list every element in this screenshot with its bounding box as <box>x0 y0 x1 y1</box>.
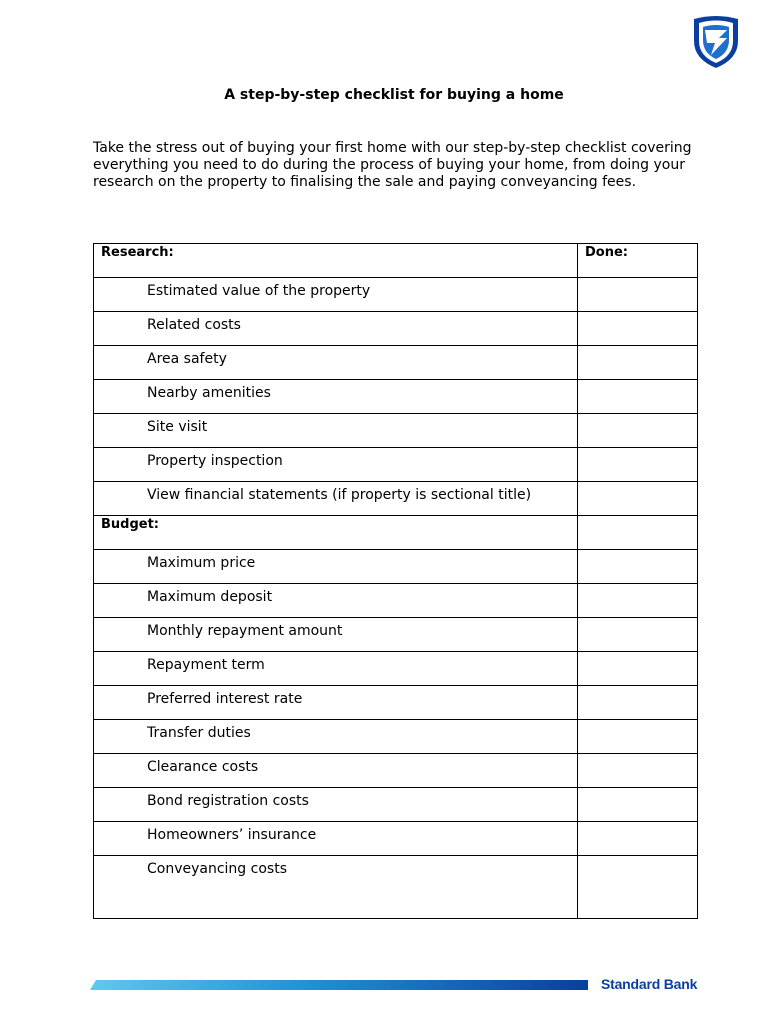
checklist-item-label: Maximum deposit <box>94 584 578 618</box>
done-checkbox-cell[interactable] <box>578 550 698 584</box>
done-checkbox-cell[interactable] <box>578 312 698 346</box>
table-row <box>94 380 698 414</box>
done-checkbox-cell[interactable] <box>578 516 698 550</box>
standard-bank-shield-icon <box>691 15 741 69</box>
table-row <box>94 652 698 686</box>
done-checkbox-cell[interactable] <box>578 448 698 482</box>
table-row <box>94 346 698 380</box>
done-checkbox-cell[interactable] <box>578 788 698 822</box>
checklist-item-label: Conveyancing costs <box>94 856 578 919</box>
done-checkbox-cell[interactable] <box>578 618 698 652</box>
research-header-row <box>94 244 698 278</box>
intro-paragraph: Take the stress out of buying your first home with our step-by-step checklist covering everything you need to do during the process of buying your home, from doing your research on the property to finalising the sale and paying conveyancing fees. <box>93 140 692 190</box>
done-checkbox-cell[interactable] <box>578 278 698 312</box>
done-checkbox-cell[interactable] <box>578 482 698 516</box>
table-row <box>94 788 698 822</box>
done-checkbox-cell[interactable] <box>578 652 698 686</box>
checklist-item-label: Related costs <box>94 312 578 346</box>
table-row <box>94 278 698 312</box>
done-checkbox-cell[interactable] <box>578 584 698 618</box>
checklist-item-label: View financial statements (if property is sectional title) <box>94 482 578 516</box>
table-row <box>94 550 698 584</box>
checklist-item-label: Clearance costs <box>94 754 578 788</box>
done-checkbox-cell[interactable] <box>578 856 698 919</box>
checklist-item-label: Bond registration costs <box>94 788 578 822</box>
research-header: Research: <box>94 244 578 278</box>
table-row <box>94 856 698 919</box>
table-row <box>94 686 698 720</box>
budget-header-row <box>94 516 698 550</box>
table-row <box>94 584 698 618</box>
page-title: A step-by-step checklist for buying a home <box>224 87 564 103</box>
checklist-item-label: Transfer duties <box>94 720 578 754</box>
done-checkbox-cell[interactable] <box>578 380 698 414</box>
checklist-item-label: Monthly repayment amount <box>94 618 578 652</box>
table-row <box>94 482 698 516</box>
budget-header: Budget: <box>94 516 578 550</box>
done-checkbox-cell[interactable] <box>578 346 698 380</box>
done-checkbox-cell[interactable] <box>578 720 698 754</box>
checklist-item-label: Preferred interest rate <box>94 686 578 720</box>
table-row <box>94 414 698 448</box>
done-checkbox-cell[interactable] <box>578 754 698 788</box>
footer-gradient-bar <box>90 980 588 990</box>
table-row <box>94 312 698 346</box>
checklist-item-label: Homeowners’ insurance <box>94 822 578 856</box>
checklist-item-label: Repayment term <box>94 652 578 686</box>
checklist-item-label: Site visit <box>94 414 578 448</box>
done-header: Done: <box>578 244 698 278</box>
checklist-item-label: Estimated value of the property <box>94 278 578 312</box>
table-row <box>94 822 698 856</box>
checklist-item-label: Maximum price <box>94 550 578 584</box>
checklist-item-label: Area safety <box>94 346 578 380</box>
table-row <box>94 754 698 788</box>
table-row <box>94 448 698 482</box>
table-row <box>94 720 698 754</box>
checklist-item-label: Property inspection <box>94 448 578 482</box>
brand-wordmark: Standard Bank <box>601 976 698 992</box>
checklist-table <box>93 243 698 919</box>
done-checkbox-cell[interactable] <box>578 414 698 448</box>
done-checkbox-cell[interactable] <box>578 686 698 720</box>
done-checkbox-cell[interactable] <box>578 822 698 856</box>
checklist-item-label: Nearby amenities <box>94 380 578 414</box>
table-row <box>94 618 698 652</box>
